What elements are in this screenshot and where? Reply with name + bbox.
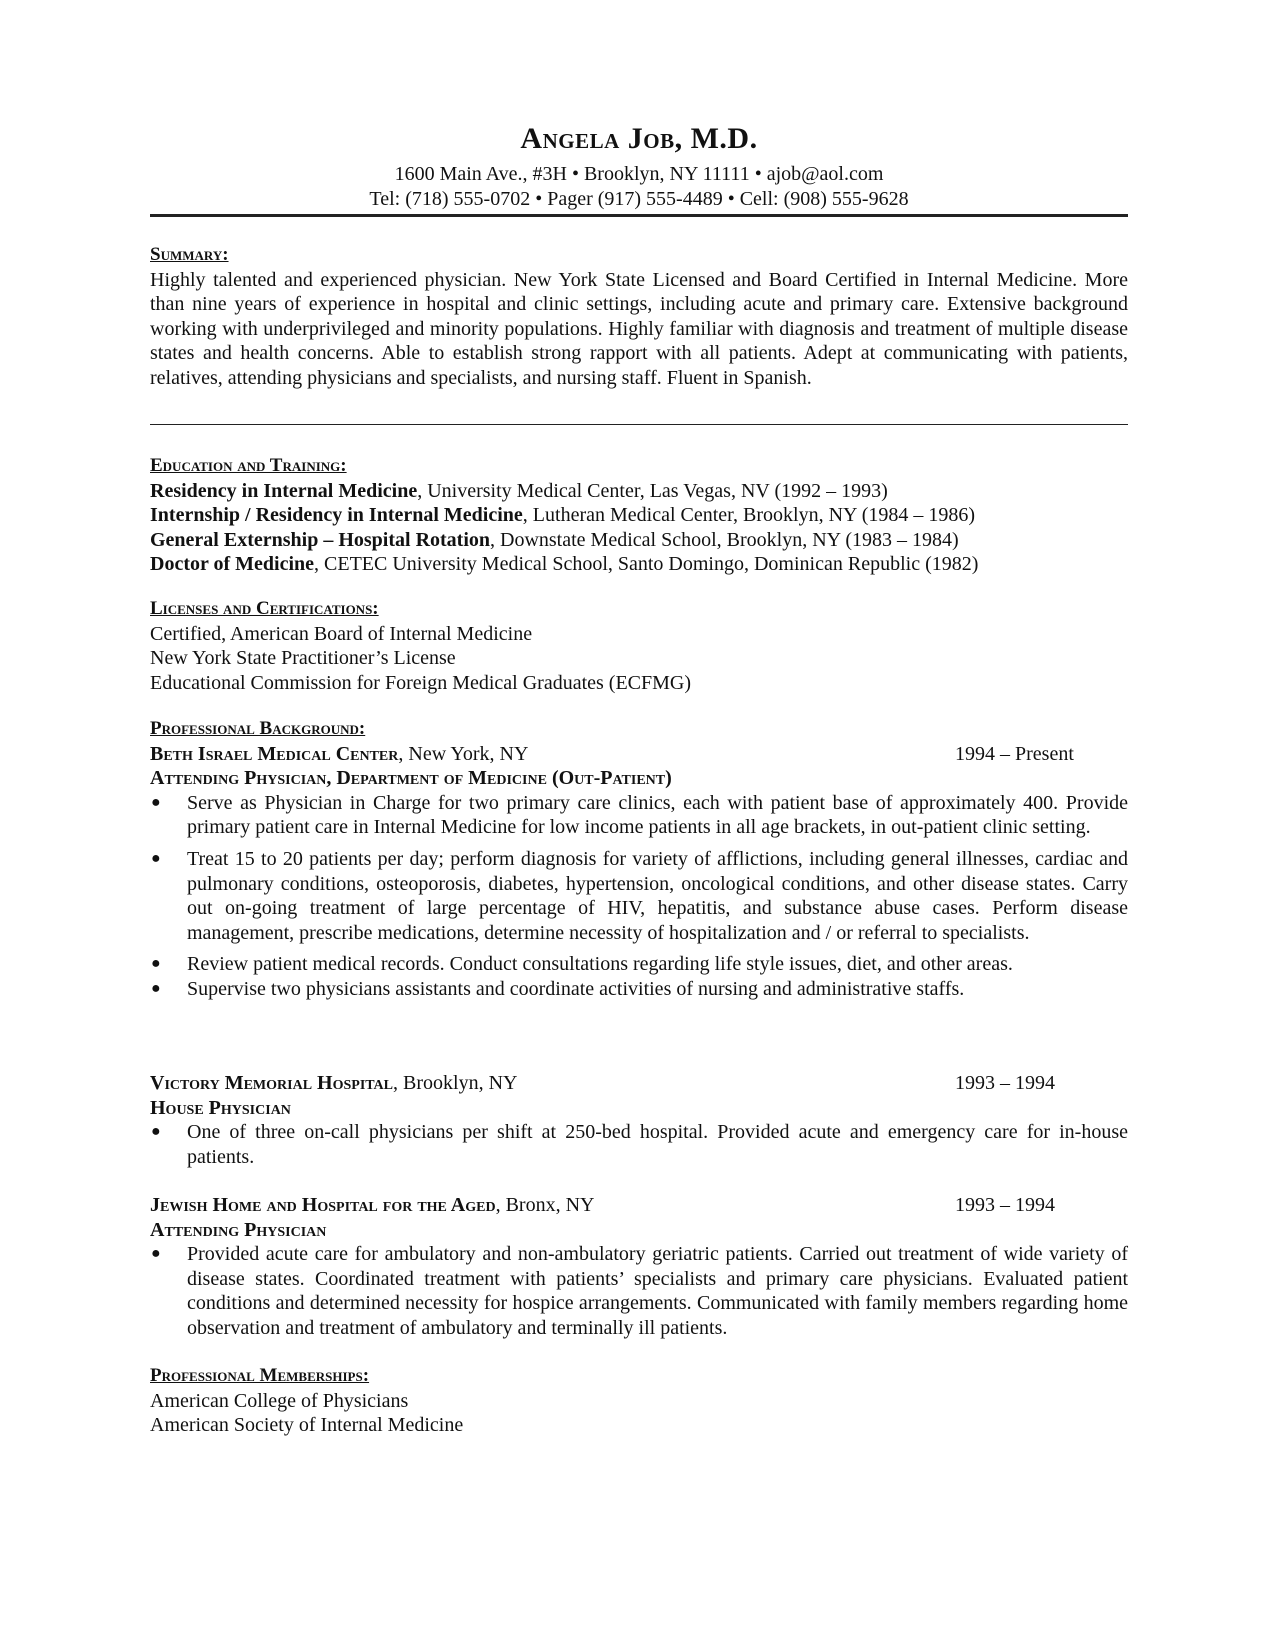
job-bullet (150, 952, 1128, 977)
bullet-text: Provided acute care for ambulatory and non-ambulatory geriatric patients. Carried out treatment of wide variety of disease states. Coordinated treatment with patients’ specialists and primary care physicians. Evaluated patient conditions and determined necessity for hospice arrangements. Communicated with family members regarding home observation and treatment of ambulatory and terminally ill patients. (187, 1243, 1128, 1339)
education-section (150, 454, 1128, 577)
job-dates: 1993 – 1994 (955, 1072, 1055, 1094)
summary-heading: Summary: (150, 244, 229, 265)
summary-section (150, 243, 1128, 391)
job-entry (150, 1071, 1128, 1176)
membership-item: American College of Physicians (150, 1389, 409, 1412)
bullet-icon: ● (151, 1123, 161, 1141)
employer-name: Beth Israel Medical Center (150, 742, 399, 765)
job-bullets (150, 791, 1128, 1002)
education-detail: , University Medical Center, Las Vegas, NV (1992 – 1993) (417, 479, 888, 502)
bullet-icon: ● (151, 979, 161, 997)
bullet-text: Review patient medical records. Conduct consultations regarding life style issues, diet, and other areas. (187, 953, 1013, 976)
bullet-text: Serve as Physician in Charge for two primary care clinics, each with patient base of approximately 400. Provide primary patient care in Internal Medicine for low income patients in all age brackets, in out-patient clinic setting. (187, 791, 1128, 839)
bullet-text: Supervise two physicians assistants and coordinate activities of nursing and administrative staffs. (187, 977, 965, 1000)
professional-section (150, 717, 1128, 1009)
employer-name: Jewish Home and Hospital for the Aged (150, 1194, 496, 1216)
candidate-name: Angela Job, M.D. (520, 122, 758, 155)
bullet-icon: ● (151, 793, 161, 811)
job-bullet (150, 1120, 1128, 1169)
summary-text: Highly talented and experienced physician. New York State Licensed and Board Certified in Internal Medicine. More than nine years of experience in hospital and clinic settings, including acute and primary care. Extensive background working with underprivileged and minority populations. Highly familiar with diagnosis and treatment of multiple disease states and health concerns. Able to establish strong rapport with all patients. Adept at communicating with patients, relatives, attending physicians and specialists, and nursing staff. Fluent in Spanish. (150, 268, 1128, 389)
job-bullet (150, 1242, 1128, 1340)
education-degree: Doctor of Medicine (150, 553, 315, 576)
bullet-text: Treat 15 to 20 patients per day; perform diagnosis for variety of afflictions, including general illnesses, cardiac and pulmonary conditions, osteoporosis, diabetes, hypertension, oncological conditions, and other disease states. Carry out on-going treatment of large percentage of HIV, hepatitis, and substance abuse cases. Perform disease management, prescribe medications, determine necessity of hospitalization and / or referral to specialists. (187, 847, 1128, 944)
education-degree: General Externship – Hospital Rotation (150, 528, 491, 551)
job-bullet (150, 847, 1128, 945)
education-item (150, 528, 1128, 553)
job-header (150, 1071, 1128, 1096)
job-bullets (150, 1242, 1128, 1340)
license-item: Educational Commission for Foreign Medical Graduates (ECFMG) (150, 671, 692, 694)
job-bullet (150, 977, 1128, 1002)
summary-divider (150, 424, 1128, 425)
bullet-text: One of three on-call physicians per shift at 250-bed hospital. Provided acute and emergency care for in-house patients. (187, 1121, 1128, 1168)
bullet-icon: ● (151, 849, 161, 867)
licenses-section (150, 597, 1128, 695)
licenses-heading: Licenses and Certifications: (150, 598, 379, 619)
job-entry (150, 742, 1128, 1002)
bullet-icon: ● (151, 955, 161, 973)
job-header (150, 742, 1128, 767)
job-header (150, 1193, 1128, 1218)
education-degree: Internship / Residency in Internal Medicine (150, 504, 523, 527)
address-line: 1600 Main Ave., #3H • Brooklyn, NY 11111 • ajob@aol.com (394, 163, 884, 185)
license-item: New York State Practitioner’s License (150, 647, 456, 670)
education-degree: Residency in Internal Medicine (150, 479, 418, 502)
job-bullets (150, 1120, 1128, 1169)
phone-line: Tel: (718) 555-0702 • Pager (917) 555-4489 • Cell: (908) 555-9628 (369, 188, 909, 210)
education-item (150, 479, 1128, 504)
bullet-icon: ● (151, 1245, 161, 1263)
employer-location: , Bronx, NY (495, 1194, 595, 1216)
employer-location: , Brooklyn, NY (393, 1072, 518, 1094)
education-detail: , Downstate Medical School, Brooklyn, NY (1983 – 1984) (490, 528, 959, 551)
job-title: Attending Physician (150, 1218, 327, 1241)
job-dates: 1994 – Present (955, 742, 1074, 765)
education-heading: Education and Training: (150, 455, 347, 476)
license-item: Certified, American Board of Internal Medicine (150, 622, 533, 645)
employer-location: , New York, NY (398, 742, 529, 765)
employer-name: Victory Memorial Hospital (150, 1072, 394, 1094)
job-title: House Physician (150, 1096, 291, 1119)
memberships-heading: Professional Memberships: (150, 1365, 370, 1386)
job-entry (150, 1193, 1128, 1348)
education-item (150, 503, 1128, 528)
education-detail: , CETEC University Medical School, Santo Domingo, Dominican Republic (1982) (314, 553, 979, 576)
membership-item: American Society of Internal Medicine (150, 1414, 464, 1437)
memberships-section (150, 1364, 1128, 1438)
job-bullet (150, 791, 1128, 840)
header-divider (150, 214, 1128, 217)
education-detail: , Lutheran Medical Center, Brooklyn, NY (1984 – 1986) (522, 504, 976, 527)
job-dates: 1993 – 1994 (955, 1194, 1055, 1216)
education-item (150, 552, 1128, 577)
professional-heading: Professional Background: (150, 718, 366, 739)
job-title: Attending Physician, Department of Medicine (Out-Patient) (150, 767, 672, 790)
